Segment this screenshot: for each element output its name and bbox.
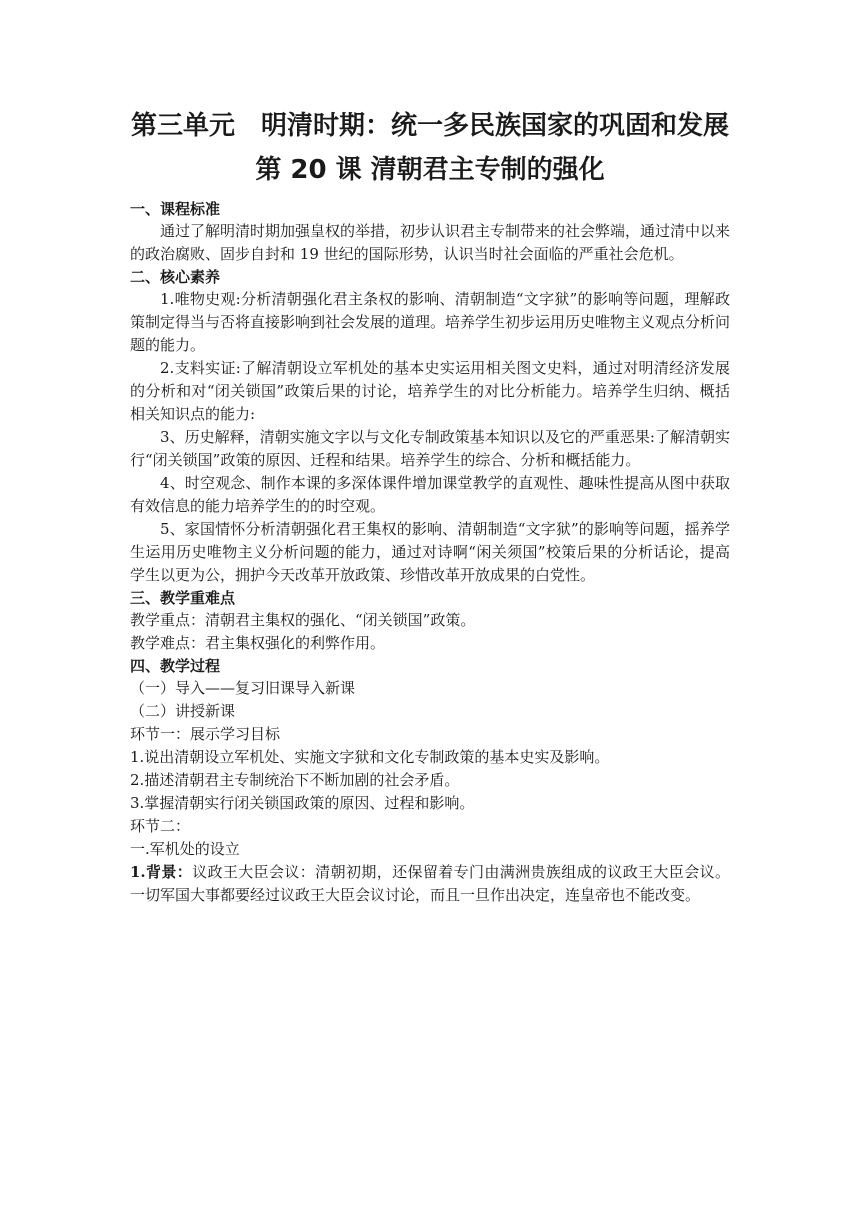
section-heading-key-points: 三、教学重难点 xyxy=(130,589,236,607)
section-heading-standards: 一、课程标准 xyxy=(130,200,221,218)
literacy-item-2: 2.支料实证:了解清朝设立军机处的基本史实运用相关图文史料，通过对明清经济发展的分析和对“闭关锁国”政策后果的讨论，培养学生的对比分析能力。培养学生归纳、概括相关知识点的能力: xyxy=(130,359,730,423)
section-heading-process: 四、教学过程 xyxy=(130,657,221,675)
literacy-item-5: 5、家国情怀分析清朝强化君王集权的影响、清朝制造“文字狱”的影响等问题，摇养学生运用历史唯物主义分析问题的能力，通过对诗啊“闲关须国”校策后果的分析话论，提高学生以更为公，拥护今天改革开放政策、珍惜改革开放成果的白党性。 xyxy=(130,520,730,584)
difficult-point: 教学难点：君主集权强化的利弊作用。 xyxy=(130,634,386,652)
process-line: （一）导入——复习旧课导入新课 xyxy=(130,679,356,697)
literacy-item-4: 4、时空观念、制作本课的多深体课件增加课堂教学的直观性、趣味性提高从图中获取有效信息的能力培养学生的的时空观。 xyxy=(130,474,730,515)
literacy-item-1: 1.唯物史观:分析清朝强化君主条权的影响、清朝制造“文字狱”的影响等问题，理解政策制定得当与否将直接影响到社会发展的道理。培养学生初步运用历史唯物主义观点分析问题的能力。 xyxy=(130,290,731,354)
literacy-item-3: 3、历史解释，清朝实施文字以与文化专制政策基本知识以及它的严重恶果:了解清朝实行“闭关锁国”政策的原因、迁程和结果。培养学生的综合、分析和概括能力。 xyxy=(130,428,730,469)
process-line: 环节二： xyxy=(130,817,191,835)
process-line: 一.军机处的设立 xyxy=(130,840,240,858)
lesson-title: 第 20 课 清朝君主专制的强化 xyxy=(255,155,605,185)
objective-item: 3.掌握清朝实行闭关锁国政策的原因、过程和影响。 xyxy=(130,794,475,812)
objective-item: 1.说出清朝设立军机处、实施文字狱和文化专制政策的基本史实及影响。 xyxy=(130,748,610,766)
process-line: 环节一：展示学习目标 xyxy=(130,725,281,743)
standards-text: 通过了解明清时期加强皇权的举措，初步认识君主专制带来的社会弊端，通过清中以来的政治腐败、固步自封和 19 世纪的国际形势，认识当时社会面临的严重社会危机。 xyxy=(130,222,731,263)
unit-title: 第三单元 明清时期：统一多民族国家的巩固和发展 xyxy=(130,111,729,141)
background-label: 1.背景： xyxy=(130,863,193,881)
section-heading-literacy: 二、核心素养 xyxy=(130,268,221,286)
key-point: 教学重点：清朝君主集权的强化、“闭关锁国”政策。 xyxy=(130,611,476,629)
background-paragraph xyxy=(130,861,730,907)
background-text: 议政王大臣会议：清朝初期，还保留着专门由满洲贵族组成的议政王大臣会议。一切军国大事都要经过议政王大臣会议讨论，而且一旦作出决定，连皇帝也不能改变。 xyxy=(130,863,730,904)
process-line: （二）讲授新课 xyxy=(130,702,236,720)
objective-item: 2.描述清朝君主专制统治下不断加剧的社会矛盾。 xyxy=(130,771,460,789)
